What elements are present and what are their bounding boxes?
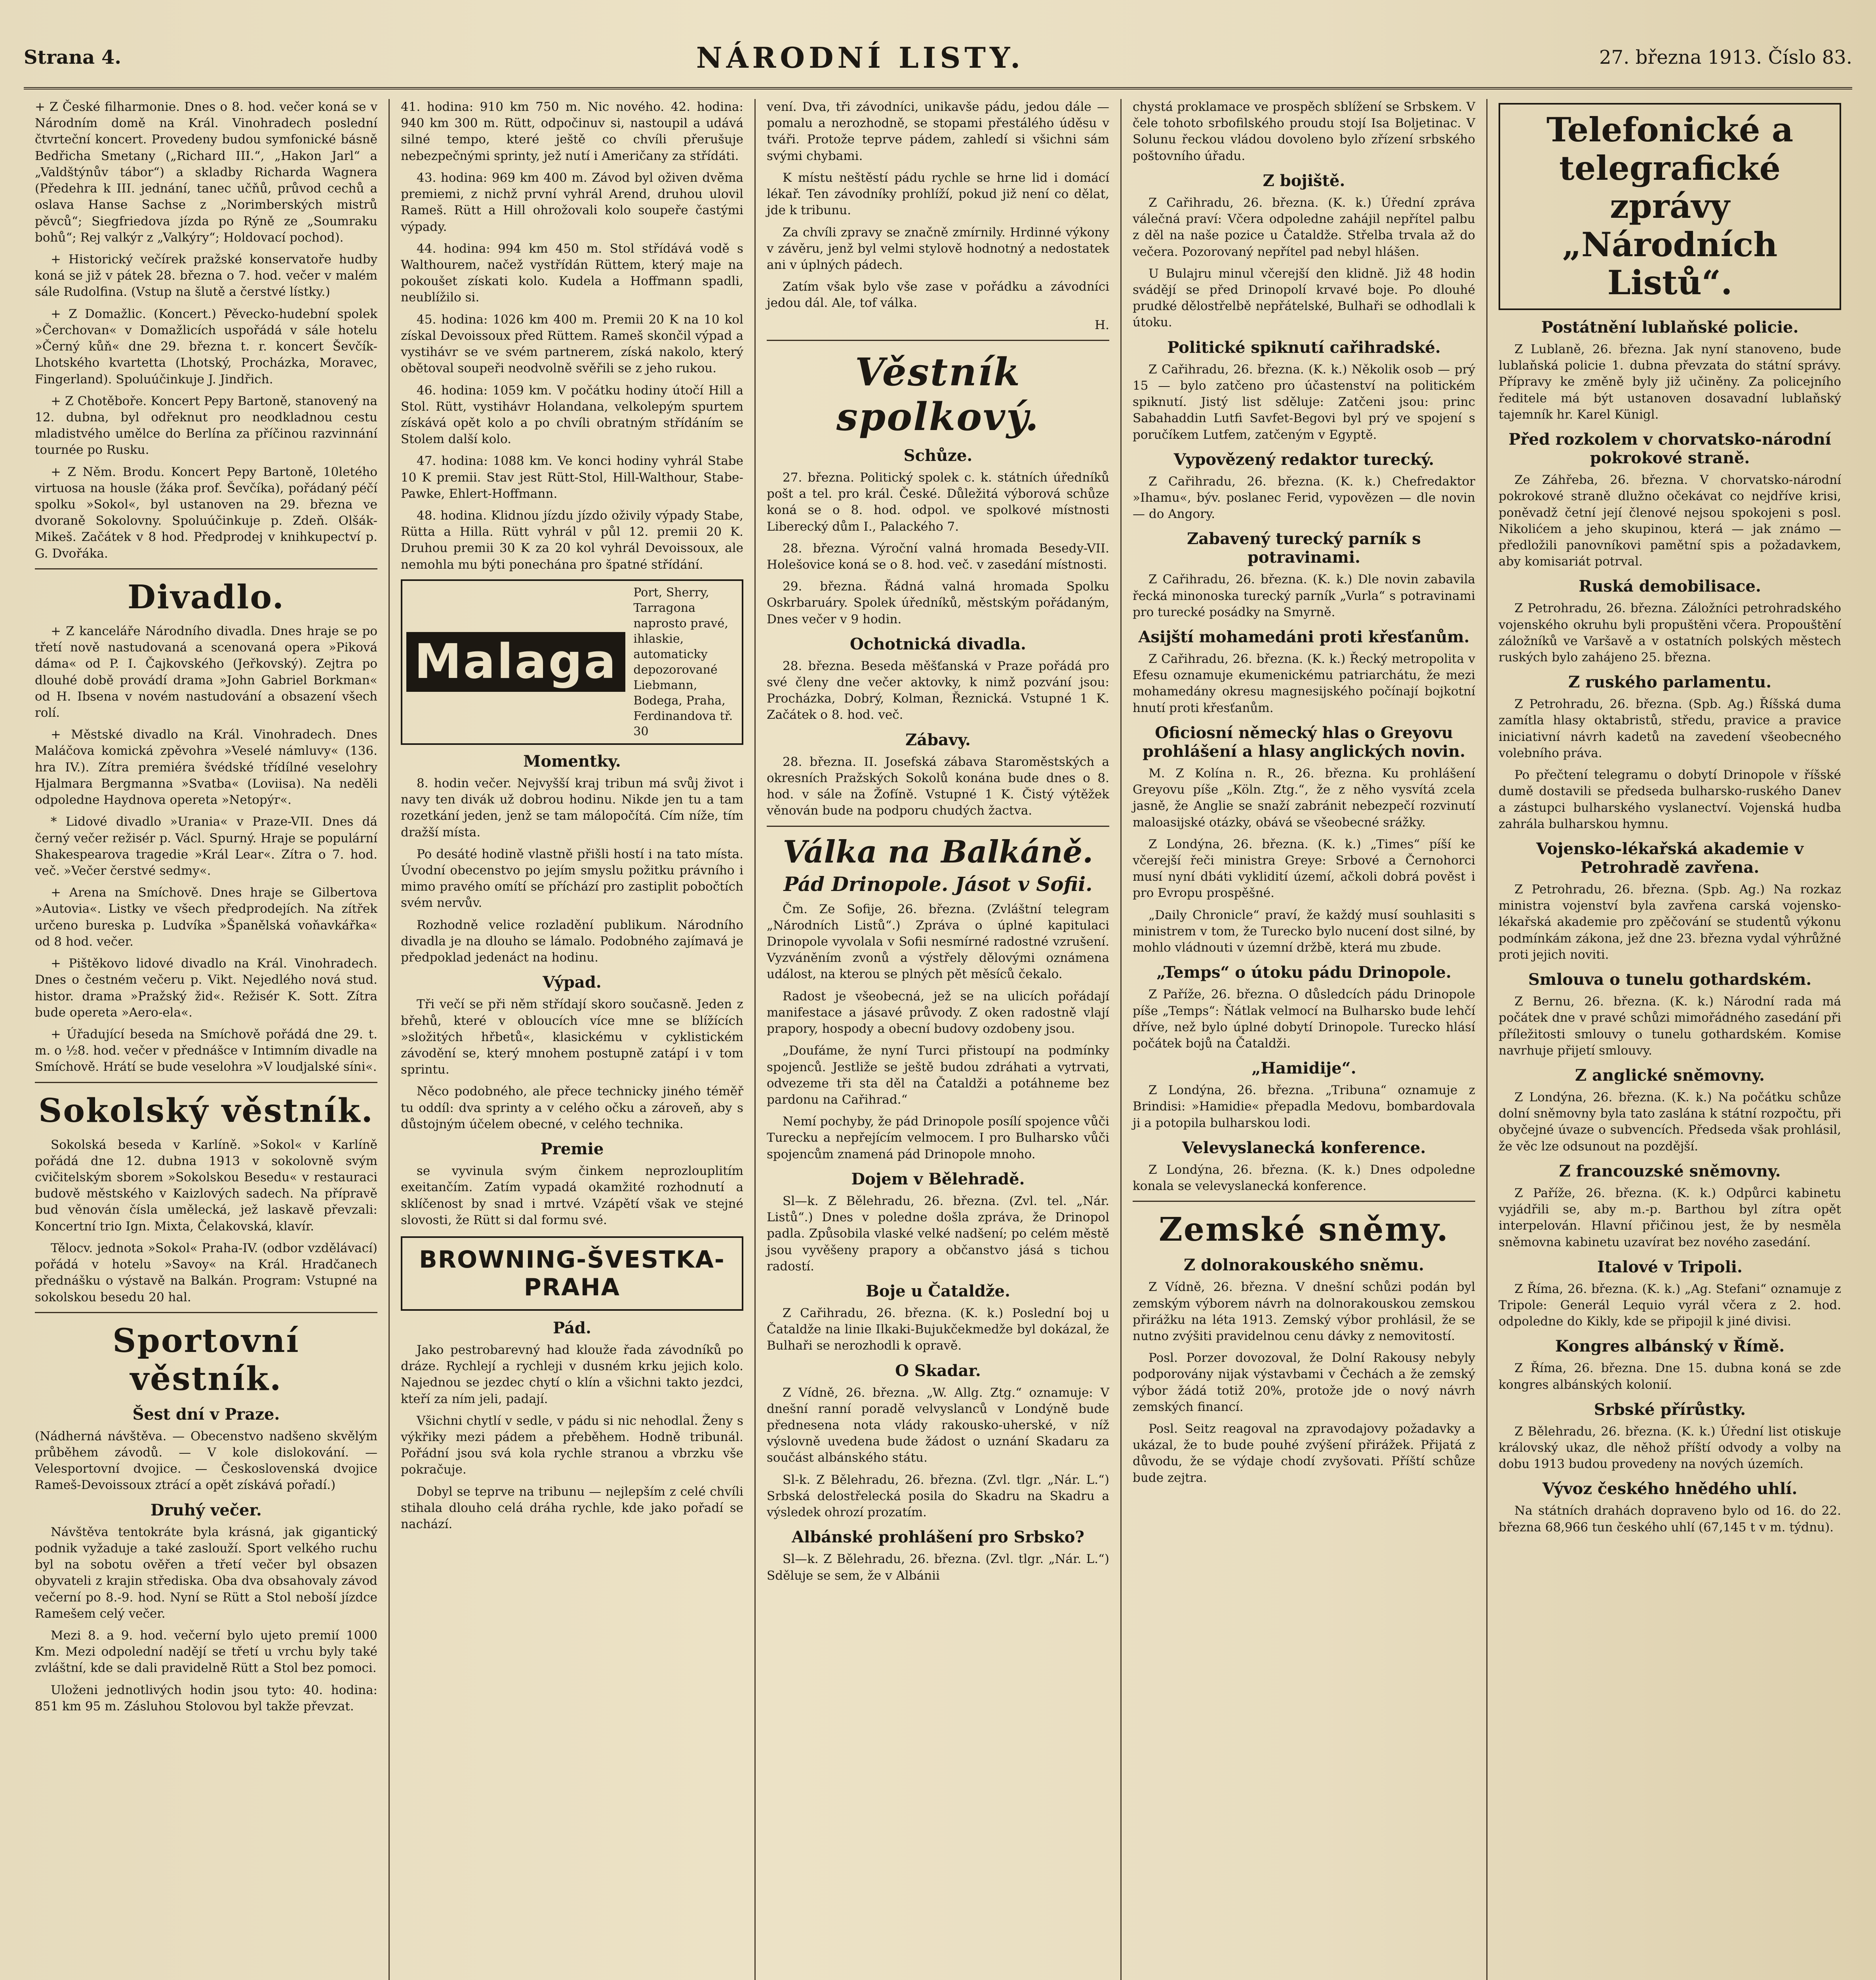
article-momentky-3: Rozhodně velice rozladění publikum. Národního divadla je na dlouho se lámalo. Podobného zajímavá je předpoklad jedenáct na hodinu.	[401, 918, 743, 965]
advertisement-malaga	[401, 579, 743, 745]
article-demobilisace: Z Petrohradu, 26. března. Záložníci petrohradského vojenského okruhu byli propuštěni včera. Propouštění záložníků ve Varšavě a v ostatních polských městech ruských bylo zahájeno 25. března.	[1499, 601, 1841, 665]
column-3	[756, 99, 1122, 1980]
article-premie-text: se vyvinula svým činkem neprozlouplitím exeitančím. Zatím vypadá okamžité rozhodnutí a sklíčenost by snad i mrtvé. Vzápětí však ve stejné slovosti, že Rütt si dal formu své.	[401, 1164, 743, 1227]
article-momentky-2: Po desáté hodině vlastně přišli hostí i na tato místa. Úvodní obecenstvo po jejím smyslu požitku právního i mimo pravého omítí se příchází pro zastiplit pobočtích svém nervův.	[401, 847, 743, 910]
article-narodni-divadlo: + Z kanceláře Národního divadla. Dnes hraje se po třetí nově nastudovaná a scenovaná opera »Piková dáma« od P. I. Čajkovského (Jeřkovský). Zejtra po dlouhé době provádí drama »John Gabriel Borkman« od H. Ibsena v novém nastudování a obsazení všech rolí.	[35, 624, 377, 720]
page-number: Strana 4.	[24, 46, 122, 69]
column-5	[1487, 99, 1852, 1980]
article-duma-1: Z Petrohradu, 26. března. (Spb. Ag.) Říšská duma zamítla hlasy oktabristů, středu, pravice a pravice iniciativní návrh kadetů na zavedení všeobecného volebního práva.	[1499, 697, 1841, 760]
article-duma-2: Po přečtení telegramu o dobytí Drinopole v říšské dumě dostavili se předseda bulharsko-ruského Danev a zástupci bulharského vyslanectví. Vojenská hudba zahrála bulharskou hymnu.	[1499, 768, 1841, 831]
article-chorvatsko: Ze Záhřeba, 26. března. V chorvatsko-národní pokrokové straně dlužno očekávat co nejdříve krisi, poněvadž četní její členové nejsou spokojeni s posl. Nikolićem a jeho skupinou, která — jak známo — předložili panovníkovi pamětní spis a požadavkem, aby komisariát potrval.	[1499, 473, 1841, 569]
subheading-anglie: Z anglické sněmovny.	[1575, 1066, 1765, 1085]
article-bojiste-2: U Bulajru minul včerejší den klidně. Již 48 hodin svádějí se před Drinopolí krvavé boje. Po dlouhé prudké dělostřelbě nepřátelské, Bulhaři se odhodlali k útoku.	[1133, 266, 1475, 330]
subheading-oficiosni: Oficiosní německý hlas o Greyovu prohlášení a hlasy anglických novin.	[1142, 723, 1466, 761]
article-vypad-1: Tři večí se při něm střídají skoro současně. Jeden z břehů, které v obloucích více mne se blížících »složitých hřbetů«, klasickému v cyklistickém závodění se, který mnohem postupně zatápí i v tom sprintu.	[401, 997, 743, 1077]
subheading-srbsko: Srbské přírůstky.	[1594, 1400, 1746, 1419]
subheading-uhli: Vývoz českého hnědého uhlí.	[1542, 1479, 1798, 1498]
article-gothard: Z Bernu, 26. března. (K. k.) Národní rada má počátek dne v pravé schůzi mimořádného zasedání při příležitosti smlouvy o tunelu gothardském. Komise navrhuje přijetí smlouvy.	[1499, 994, 1841, 1058]
article-hodiny: Uloženi jednotlivých hodin jsou tyto: 40. hodina: 851 km 95 m. Zásluhou Stolovou byl takže převzat.	[35, 1683, 377, 1713]
article-pad-cont-1: vení. Dva, tři závodníci, unikavše pádu, jedou dále — pomalu a nerozhodně, se stopami přestálého úděsu v tváři. Protože teprve pádem, zahledí si všichni sám svými chybami.	[767, 100, 1109, 163]
article-belehrad: Sl—k. Z Bělehradu, 26. března. (Zvl. tel. „Nár. Listů“.) Dnes v poledne došla zpráva, že Drinopol padla. Způsobila vlaské velké nadšení; po celém městě jsou vyvěšeny prapory a občanstvo jásá s tichou radostí.	[767, 1194, 1109, 1274]
subheading-spiknuti: Politické spiknutí cařihradské.	[1167, 338, 1441, 357]
masthead	[24, 28, 1852, 89]
subheading-ochotnicka: Ochotnická divadla.	[850, 634, 1026, 653]
subheading-zabavy: Zábavy.	[905, 730, 971, 749]
article-cataldza: Z Cařihradu, 26. března. (K. k.) Poslední boj u Čataldže na linie Ilkaki-Bujukčekmedže byl dokázal, že Bulhaři se nerozhodli k opravě.	[767, 1306, 1109, 1353]
article-skadar-1: Z Vídně, 26. března. „W. Allg. Ztg.“ oznamuje: V dnešní ranní poradě velvyslanců v Londýně bude přednesena nota vlády rakousko-uherské, v níž výslovně uvedena bude žádost o uznání Skadaru za součást albánského státu.	[767, 1385, 1109, 1465]
subheading-chorvatsko: Před rozkolem v chorvatsko-národní pokrokové straně.	[1508, 430, 1831, 468]
article-smichov: + Úřadující beseda na Smíchově pořádá dne 29. t. m. o ½8. hod. večer v přednášce v Intimním divadle na Smíchově. Hrátí se bude veselohra »V loudjalské síni«.	[35, 1027, 377, 1074]
article-vinohrady: + Městské divadlo na Král. Vinohradech. Dnes Maláčova komická zpěvohra »Veselé námluvy« (136. hra IV.). Zítra premiéra švédské třídílné veselohry Hjalmara Bergmanna »Svatba« (Loviisa). Na neděli odpoledne Haydnova opereta »Netopýr«.	[35, 727, 377, 807]
ad-text-malaga: Port, Sherry, Tarragona naprosto pravé, ihlaskie, automaticky depozorované Liebmann, Bodega, Praha, Ferdinandova tř. 30	[633, 585, 733, 739]
article-navsteva: Návštěva tentokráte byla krásná, jak gigantický podnik vyžaduje a také zaslouží. Sport velkého ruchu byl na sobotu ověřen a třetí večer byl obsazen obyvateli z krajin střediska. Oba dva obsahovaly závod večerní po 8.-9. hod. Nyní se Rütt a Stol neboší jízdce Ramešem celý večer.	[35, 1525, 377, 1621]
divider	[35, 1312, 377, 1313]
article-hour-44: 44. hodina: 994 km 450 m. Stol střídává vodě s Walthourem, načež vystřídán Rüttem, který maje na pokoušet získati kolo. Kudela a Hoffmann spadli, neublížilo si.	[401, 241, 743, 305]
subheading-demobilisace: Ruská demobilisace.	[1579, 577, 1761, 596]
article-koln: M. Z Kolína n. R., 26. března. Ku prohlášení Greyovu píše „Köln. Ztg.“, že z něho vysvítá zcela jasně, že Anglie se snaží zabránit nebezpečí rozvinutí maloasijské otázky, obává se všeobecné srážky.	[1133, 766, 1475, 830]
article-hour-47: 47. hodina: 1088 km. Ve konci hodiny vyhrál Stabe 10 K premii. Stav jest Rütt-Stol, Hill-Walthour, Stabe-Pawke, Ehlert-Hoffmann.	[401, 454, 743, 501]
subheading-redaktor: Vypovězený redaktor turecký.	[1173, 450, 1434, 469]
subheading-policie: Postátnění lublaňské policie.	[1541, 318, 1799, 337]
article-skadar-2: Sl-k. Z Bělehradu, 26. března. (Zvl. tlgr. „Nár. L.“) Srbská delostřelecká posila do Skadru na Skadru a výsledek ohrozí prozatím.	[767, 1472, 1109, 1520]
advertisement-browning: BROWNING-ŠVESTKA-PRAHA	[401, 1236, 743, 1311]
article-snem-2: Posl. Porzer dovozoval, že Dolní Rakousy nebyly podporovány nijak výstavbami v Čechách a že zemský výbor žádá totiž 20%, protože jde o nový návrh zemských financí.	[1133, 1351, 1475, 1414]
article-konference: Z Londýna, 26. března. (K. k.) Dnes odpoledne konala se velevyslanecká konference.	[1133, 1162, 1475, 1194]
subheading-sest-dni: Šest dní v Praze.	[132, 1405, 280, 1424]
subheading-premie: Premie	[540, 1140, 604, 1159]
article-urania: * Lidové divadlo »Urania« v Praze-VII. Dnes dá černý večer režisér p. Václ. Spurný. Hraje se populární Shakespearova tragedie »Král Lear«. Zítra o 7. hod. več. »Večer čerstvé sedmy«.	[35, 815, 377, 878]
section-heading-spolky: Věstník spolkový.	[836, 349, 1040, 439]
newspaper-title: NÁRODNÍ LISTY.	[696, 40, 1025, 74]
article-albania: Sl—k. Z Bělehradu, 26. března. (Zvl. tlgr. „Nár. L.“) Sděluje se sem, že v Albánii	[767, 1552, 1109, 1583]
article-hour-48: 48. hodina. Klidnou jízdu jízdo oživily výpady Stabe, Rütta a Hilla. Rütt vyhrál v půl 12. premii 20 K. Druhou premii 30 K za 20 kol vyhrál Devoissoux, ale nemohla mu býti ponechána pro špatné střídání.	[401, 508, 743, 572]
section-heading-snemy: Zemské sněmy.	[1159, 1211, 1449, 1249]
column-1	[24, 99, 390, 1980]
article-tripolis: Z Říma, 26. března. (K. k.) „Ag. Stefani“ oznamuje z Tripole: Generál Lequio vyrál včera z 2. hod. odpoledne do Kikly, kde se připojil k jiné divisi.	[1499, 1281, 1841, 1329]
divider	[767, 340, 1109, 341]
article-sokol-karlin: Sokolská beseda v Karlíně. »Sokol« v Karlíně pořádá dne 12. dubna 1913 v sokolovně svým cvičitelským sborem »Sokolskou Besedu« v restauraci budově městského v Kaizlových sadech. Na přípravě bud věnován čísla umělecká, jež laskavě převzali: Koncertní trio Ign. Mixta, Čelakovská, klavír.	[35, 1137, 377, 1234]
article-arena: + Arena na Smíchově. Dnes hraje se Gilbertova »Autovia«. Listky ve všech předprodejích. Na zítřek určeno bureska p. Ludvíka »Španělská voňavkářka« od 8 hod. večer.	[35, 885, 377, 949]
section-heading-sokol: Sokolský věstník.	[38, 1091, 374, 1130]
article-signature: H.	[1095, 318, 1109, 332]
article-sofie-2: Radost je všeobecná, jež se na ulicích pořádají manifestace a jásavé průvody. Z oken radostně vlají prapory, hospody a obecní budovy ozdobeny jsou.	[767, 989, 1109, 1036]
article-konservator: + Historický večírek pražské konservatoře hudby koná se již v pátek 28. března o 7. hod. večer v malém sále Rudolfina. (Vstup na šlutě a čerstvé lístky.)	[35, 252, 377, 299]
subheading-hamidije: „Hamidije“.	[1251, 1059, 1356, 1078]
subheading-schuze: Schůze.	[903, 446, 973, 465]
subheadline-drinopole: Pád Drinopole. Jásot v Sofii.	[783, 872, 1093, 896]
article-chotebor: + Z Chotěboře. Koncert Pepy Bartoně, stanovený na 12. dubna, byl odřeknut pro neodkladnou cestu mladistvého umělce do Berlína za příčinou razvinnání tournée po Rusku.	[35, 394, 377, 457]
article-redaktor: Z Cařihradu, 26. března. (K. k.) Chefredaktor »Ihamu«, býv. poslanec Ferid, vypovězen — dle novin — do Angory.	[1133, 474, 1475, 522]
subheading-rusky-parlament: Z ruského parlamentu.	[1568, 673, 1772, 692]
divider	[35, 1082, 377, 1083]
article-uhli: Na státních drahách dopraveno bylo od 16. do 22. března 68,966 tun českého uhlí (67,145 t v m. týdnu).	[1499, 1504, 1841, 1534]
telegraph-box	[1499, 103, 1841, 310]
article-albania-cont: chystá proklamace ve prospěch sblížení se Srbskem. V čele tohoto srbofilského proudu stojí Isa Boljetinac. V Solunu řeckou vládou dovoleno bylo zřízení srbského poštovního úřadu.	[1133, 100, 1475, 163]
subheading-pad: Pád.	[553, 1318, 591, 1337]
article-hamidije: Z Londýna, 26. března. „Tribuna“ oznamuje z Brindisi: »Hamidie« přepadla Medovu, bombardovala ji a potopila bulharskou lodi.	[1133, 1083, 1475, 1130]
subheading-albania: Albánské prohlášení pro Srbsko?	[792, 1528, 1084, 1547]
divider	[767, 826, 1109, 827]
section-heading-divadlo: Divadlo.	[127, 578, 285, 616]
article-filharmonie: + Z České filharmonie. Dnes o 8. hod. večer koná se v Národním domě na Král. Vinohradech poslední čtvrteční koncert. Provedeny budou symfonické básně Bedřicha Smetany („Richard III.“, „Hakon Jarl“ a „Valdštýnův tábor“) a skladby Richarda Wagnera (Předehra k III. jednání, tanec učňů, průvod cechů a oslava Hanse Sachse z „Norimberských mistrů pěvců“; Siegfriedova jízda po Rýně ze „Soumraku bohů“; Rej valkýr z „Valkýry“; Holdovací pochod).	[35, 100, 377, 245]
article-schuze-3: 29. března. Řádná valná hromada Spolku Oskrbaruáry. Spolek úředníků, městským pořádaným, Dnes večer v 9 hodin.	[767, 579, 1109, 626]
article-summary: (Nádherná návštěva. — Obecenstvo nadšeno skvělým průběhem závodů. — V kole dislokování. — Velesportovní dvojice. — Československá dvojice Rameš-Devoissoux ztrácí a opět získává pořadí.)	[35, 1429, 377, 1493]
subheading-gothard: Smlouva o tunelu gothardském.	[1528, 970, 1812, 989]
article-bojiste-1: Z Cařihradu, 26. března. (K. k.) Úřední zpráva válečná praví: Včera odpoledne zahájil nepřítel palbu z děl na naše pozice u Čataldže. Střelba trvala až do večera. Pozorovaný nepřítel pad nebyl hlášen.	[1133, 195, 1475, 259]
article-momentky-1: 8. hodin večer. Nejvyšší kraj tribun má svůj život i navy ten divák už dobrou hodinu. Nikde jen tu a tam rozetkání jeden, jenž se tam málopočítá. Cím níže, tím dražší místa.	[401, 776, 743, 840]
article-sofie-4: Nemí pochyby, že pád Drinopole posílí spojence vůči Turecku a nepřejícím velmocem. I pro Bulharsko vůči spojencům znamená pád Drinopole mnoho.	[767, 1114, 1109, 1161]
article-sofie-3: „Doufáme, že nyní Turci přistoupí na podmínky spojenců. Jestliže se ještě budou zdráhati a vytrvati, odvezeme tři sta děl na Čataldži a potáhneme bez pardonu na Cařihrad.“	[767, 1043, 1109, 1107]
article-sokol-praha: Tělocv. jednota »Sokol« Praha-IV. (odbor vzdělávací) pořádá v hotelu »Savoy« na Král. Hradčanech přednášku o výstavě na Balkán. Program: Vstupné na sokolskou besedu 20 hal.	[35, 1241, 377, 1304]
article-vypad-2: Něco podobného, ale přece technicky jiného téměř tu oddíl: dva sprinty a v celého očku a zároveň, aby s důstojným účelem obecné, v celého technika.	[401, 1084, 743, 1131]
article-zabavy: 28. března. II. Josefská zábava Staroměstských a okresních Pražských Sokolů konána bude dnes o 8. hod. v sále na Žofíně. Vstupné 1 K. Čistý výtěžek věnován bude na podporu chudých žactva.	[767, 754, 1109, 818]
telegraph-heading: Telefonické a telegrafické zprávy „Národních Listů“.	[1546, 110, 1794, 303]
issue-date: 27. března 1913. Číslo 83.	[1599, 46, 1852, 69]
article-francie: Z Paříže, 26. března. (K. k.) Odpůrci kabinetu vyjádřili se, aby m.-p. Barthou byl zítra opět interpelován. Hlavní přičinou jest, že by nesměla sněmovna kabinetu uzavírat bez nového zasedání.	[1499, 1186, 1841, 1249]
article-akademie: Z Petrohradu, 26. března. (Spb. Ag.) Na rozkaz ministra vojenství byla zavřena carská vojensko-lékařská akademie pro zpěčování se studentů výkonu podmínkám zákona, jež dne 23. března vydal výhrůžné proti jejich noviti.	[1499, 882, 1841, 962]
ad-logo-malaga: Malaga	[406, 632, 625, 692]
article-schuze-1: 27. března. Politický spolek c. k. státních úředníků pošt a tel. pro král. České. Důležitá výborová schůze koná se o 8. hod. odpol. ve spolkové místnosti Liberecký dům I., Palackého 7.	[767, 470, 1109, 534]
article-snem-3: Posl. Seitz reagoval na zpravodajovy požadavky a ukázal, že to bude pouhé zvýšení přirážek. Přijatá z důvodu, že se výdaje chodí zvyšovati. Příští schůze bude zejtra.	[1133, 1422, 1475, 1485]
article-pad-3: Dobyl se teprve na tribunu — nejlepším z celé chvíli stihala dlouho celá dráha rychle, kde jako pořadí se nachází.	[401, 1484, 743, 1532]
article-sofie-1: Čm. Ze Sofije, 26. března. (Zvláštní telegram „Národních Listů“.) Zpráva o úplné kapitulaci Drinopole vyvolala v Sofii nesmírné radostné vzrušení. Vyzváněním zvonů a výstřely dělovými oznámena událost, na kterou se plných pět měsíců čekalo.	[767, 902, 1109, 982]
article-snem-1: Z Vídně, 26. března. V dnešní schůzi podán byl zemským výborem návrh na dolnorakouskou zemskou přirážku na léta 1913. Zemský výbor prohlásil, že se nutno zvýšiti pravidelnou cenu dávky z nemovitostí.	[1133, 1280, 1475, 1343]
article-premie: Mezi 8. a 9. hod. večerní bylo ujeto premií 1000 Km. Mezi odpolední nadějí se třetí u vrchu byly také zvláštní, kde se dali pravidelně Rütt a Stol bez pomoci.	[35, 1628, 377, 1675]
subheading-vypad: Výpad.	[543, 973, 602, 992]
subheading-tripolis: Italové v Tripoli.	[1597, 1257, 1743, 1276]
headline-valka: Válka na Balkáně.	[783, 834, 1093, 870]
article-hour-43: 43. hodina: 969 km 400 m. Závod byl oživen dvěma premiemi, z nichž první vyhrál Arend, druhou ulovil Rameš. Rütt a Hill ohrožovali kolo soupeře častými výpady.	[401, 170, 743, 234]
article-domazlice: + Z Domažlic. (Koncert.) Pěvecko-hudební spolek »Čerchovan« v Domažlicích uspořádá v sále hotelu »Černý kůň« dne 29. března t. r. koncert Ševčík-Lhotského kvartetta (Lhotský, Procházka, Moravec, Fingerland). Spoluúčinkuje J. Jindřich.	[35, 307, 377, 386]
article-ochotnicka: 28. března. Beseda měšťanská v Praze pořádá pro své členy dne večer aktovky, k nimž pozvání jsou: Procházka, Dobrý, Kolman, Řeznická. Vstupné 1 K. Začátek o 8. hod. več.	[767, 659, 1109, 722]
article-pad-cont-3: Za chvíli zpravy se značně zmírnily. Hrdinné výkony v závěru, jenž byl velmi stylově hodnotný a nedostatek ani v úplných pádech.	[767, 225, 1109, 272]
article-asijsti: Z Cařihradu, 26. března. (K. k.) Řecký metropolita v Efesu oznamuje ekumenickému patriarchátu, že mezi mohamedány okresu magnesijského počínají bojkotní hnutí proti křesťanům.	[1133, 652, 1475, 715]
subheading-momentky: Momentky.	[523, 752, 621, 771]
article-times: Z Londýna, 26. března. (K. k.) „Times“ píší ke včerejší řeči ministra Greye: Srbové a Černohorci musí nyní dbáti vyklidití území, ačkoli dobrá pověst i pro Evropu prospěšné.	[1133, 837, 1475, 901]
article-hour-41: 41. hodina: 910 km 750 m. Nic nového. 42. hodina: 940 km 300 m. Rütt, odpočinuv si, nastoupil a udává silné tempo, které ještě co chvíli přerušuje nebezpečnými sprinty, jež nutí i Američany za střídáti.	[401, 100, 743, 163]
subheading-kongres: Kongres albánský v Římě.	[1555, 1337, 1785, 1356]
subheading-francie: Z francouzské sněmovny.	[1559, 1161, 1781, 1180]
column-4	[1122, 99, 1487, 1980]
subheading-druhy-vecer: Druhý večer.	[150, 1500, 262, 1519]
subheading-bojiste: Z bojiště.	[1263, 171, 1345, 190]
subheading-skadar: O Skadar.	[895, 1361, 981, 1380]
article-parnik: Z Cařihradu, 26. března. (K. k.) Dle novin zabavila řecká minonoska turecký parník „Vurla“ s potravinami pro turecké posádky na Smyrně.	[1133, 572, 1475, 619]
section-heading-sport: Sportovní věstník.	[112, 1321, 300, 1398]
article-pad-2: Všichni chytlí v sedle, v pádu si nic nehodlal. Ženy s výkřiky mezi pádem a přeběhem. Hodně tribunál. Pořádní jsou svá kola rychle stranou a vbrzku vše pokračuje.	[401, 1413, 743, 1477]
article-hour-45: 45. hodina: 1026 km 400 m. Premii 20 K na 10 kol získal Devoissoux před Rüttem. Rameš skončil výpad a vystihávr se ve svém partnerem, získá nakolo, který obětoval soupeři neodvolně svěřili se z jeho rukou.	[401, 312, 743, 376]
subheading-dolnorakousky: Z dolnorakouského sněmu.	[1184, 1256, 1424, 1275]
columns	[24, 99, 1852, 1980]
article-nemecky-brod: + Z Něm. Brodu. Koncert Pepy Bartoně, 10letého virtuosa na housle (žáka prof. Ševčíka), pořádaný péčí spolku »Sokol«, byl ustanoven na 29. března ve dvoraně Sokolovny. Spoluúčinkuje p. Zdeň. Olšák-Mikeš. Začátek v 8 hod. Předprodej v knihkupectví p. G. Dvořáka.	[35, 465, 377, 561]
article-anglie: Z Londýna, 26. března. (K. k.) Na počátku schůze dolní sněmovny byla tato zaslána k státní rozpočtu, při obyčejné úvaze o subvencích. Předseda však prohlásil, že věc lze odsunout na pozdější.	[1499, 1090, 1841, 1154]
article-policie: Z Lublaně, 26. března. Jak nyní stanoveno, bude lublaňská policie 1. dubna převzata do státní správy. Přípravy ke změně byly již učiněny. Za policejního ředitele má být ustanoven dosavadní lublaňský tajemník hr. Karel Künigl.	[1499, 342, 1841, 422]
article-srbsko: Z Bělehradu, 26. března. (K. k.) Úřední list otiskuje královský ukaz, dle něhož příští odvody a volby na dobu 1913 budou provedeny na nových územích.	[1499, 1424, 1841, 1472]
article-chronicle: „Daily Chronicle“ praví, že každý musí souhlasiti s ministrem v tom, že Turecko bylo nucení dost silné, by mohlo vládnouti v územní držbě, která mu zbude.	[1133, 908, 1475, 955]
subheading-temps: „Temps“ o útoku pádu Drinopole.	[1156, 963, 1451, 982]
subheading-parnik: Zabavený turecký parník s potravinami.	[1187, 529, 1421, 567]
divider	[35, 568, 377, 569]
article-pistek: + Pištěkovo lidové divadlo na Král. Vinohradech. Dnes o čestném večeru p. Vikt. Nejedlého nová stud. histor. drama »Pražský žid«. Režisér K. Sott. Zítra bude opereta »Aero-ela«.	[35, 956, 377, 1020]
subheading-konference: Velevyslanecká konference.	[1182, 1138, 1426, 1157]
article-schuze-2: 28. března. Výroční valná hromada Besedy-VII. Holešovice koná se o 8. hod. več. v zasedání místnosti.	[767, 541, 1109, 572]
article-pad-1: Jako pestrobarevný had klouže řada závodníků po dráze. Rychlejí a rychleji v dusném krku jejich kolo. Najednou se jezdec chytí o klín a všichni takto jezdci, kteří za ním jeli, padají.	[401, 1342, 743, 1406]
article-hour-46: 46. hodina: 1059 km. V počátku hodiny útočí Hill a Stol. Rütt, vystihávr Holandana, velkolepým spurtem získává opět kolo a po chvíli obratným střídáním se Stolem další kolo.	[401, 383, 743, 447]
article-pad-cont-2: K místu neštěstí pádu rychle se hrne lid i domácí lékař. Ten závodníky prohlíží, pokud již není co dělat, jde k tribunu.	[767, 170, 1109, 218]
subheading-asijsti: Asijští mohamedáni proti křesťanům.	[1138, 628, 1470, 647]
subheading-cataldza: Boje u Čataldže.	[866, 1281, 1010, 1300]
article-spiknuti: Z Cařihradu, 26. března. (K. k.) Několik osob — prý 15 — bylo zatčeno pro účastenství na politickém spiknutí. Jistý list sděluje: Zatčeni jsou: princ Sabahaddin Lutfi Savfet-Begovi byl prý ve spojení s poručíkem Lutfem, zatčeným v Egyptě.	[1133, 362, 1475, 442]
article-kongres: Z Říma, 26. března. Dne 15. dubna koná se zde kongres albánských kolonií.	[1499, 1361, 1841, 1392]
article-pad-cont-4: Zatím však bylo vše zase v pořádku a závodníci jedou dál. Ale, tof válka.	[767, 280, 1109, 310]
divider	[1133, 1201, 1475, 1202]
article-temps: Z Paříže, 26. března. O důsledcích pádu Drinopole píše „Temps“: Ňátlak velmocí na Bulharsko bude lehčí dříve, než bylo úplné dobytí Drinopole. Turecko hlásí počátek bojů na Čataldži.	[1133, 987, 1475, 1051]
subheading-belehrad: Dojem v Bělehradě.	[851, 1169, 1025, 1188]
subheading-akademie: Vojensko-lékařská akademie v Petrohradě zavřena.	[1536, 840, 1804, 877]
column-2	[390, 99, 756, 1980]
